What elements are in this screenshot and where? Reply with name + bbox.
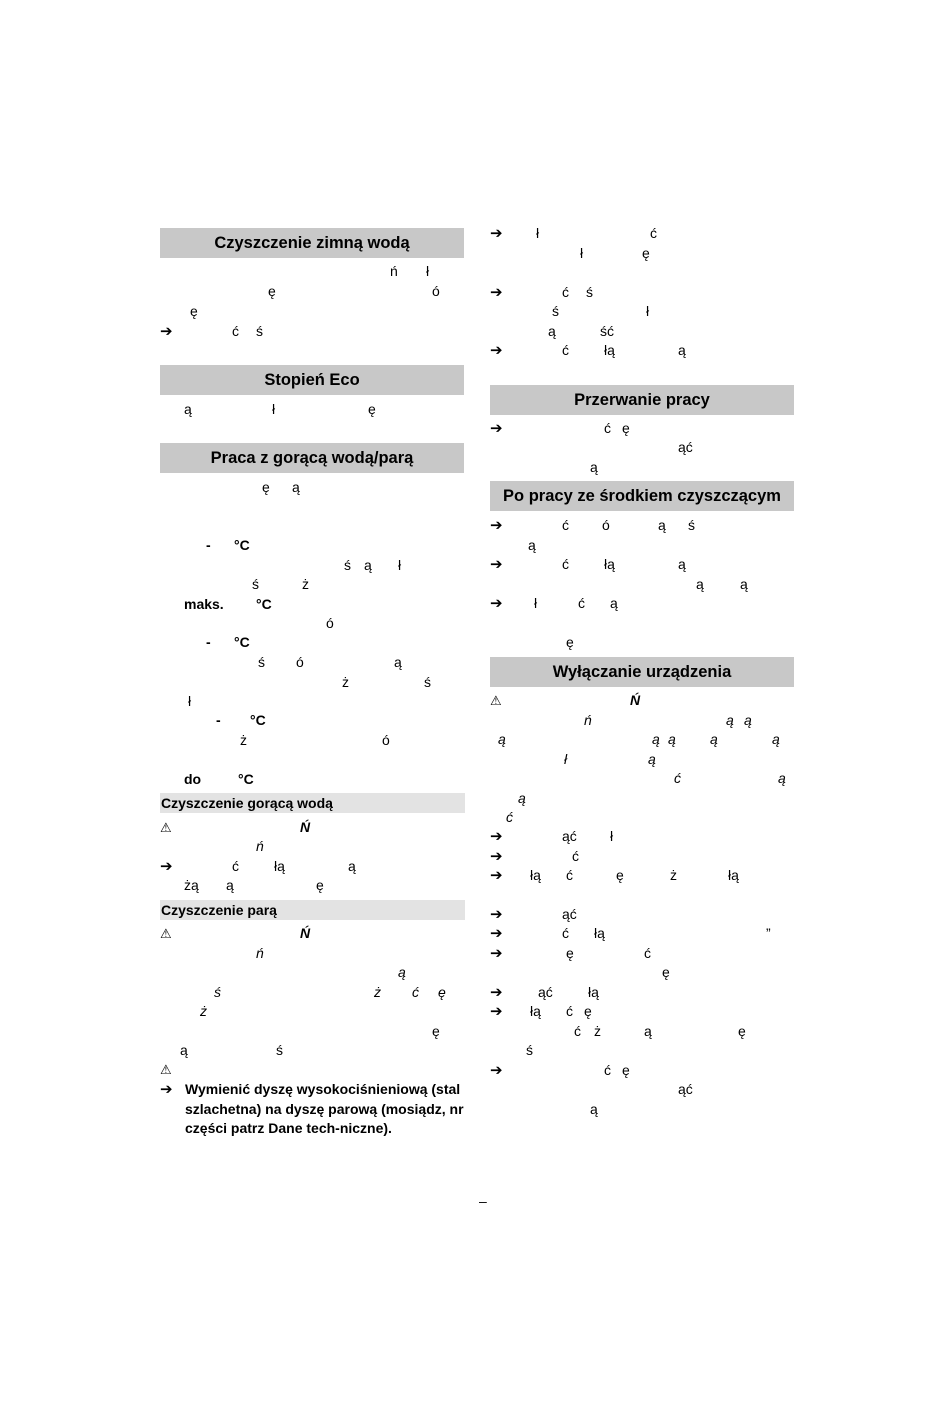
text-fragment: ż [594, 1023, 601, 1039]
arrow-right-icon: ➔ [160, 323, 173, 340]
text-line [490, 924, 794, 944]
text-fragment: ę [622, 420, 630, 436]
arrow-right-icon: ➔ [490, 867, 503, 884]
text-line [490, 322, 794, 342]
text-line [160, 837, 464, 857]
text-line [490, 438, 794, 458]
text-fragment: ę [262, 479, 270, 495]
section-heading: Czyszczenie parą [160, 900, 465, 920]
text-fragment: ł [272, 401, 276, 417]
text-line [160, 818, 464, 838]
section-heading: Stopień Eco [160, 365, 464, 395]
text-line [160, 1060, 464, 1080]
text-line [490, 283, 794, 303]
text-line [490, 769, 794, 789]
text-fragment: łą [274, 858, 285, 874]
section-heading: Czyszczenie gorącą wodą [160, 793, 465, 813]
warning-triangle-icon: ⚠ [160, 1062, 172, 1077]
text-fragment: °C [234, 537, 250, 553]
text-line [160, 478, 464, 498]
text-fragment: ć [644, 945, 651, 961]
arrow-right-icon: ➔ [490, 420, 503, 437]
text-fragment: ń [584, 712, 592, 728]
text-fragment: ć [562, 342, 569, 358]
arrow-right-icon: ➔ [490, 925, 503, 942]
text-fragment: ą [364, 557, 372, 573]
text-fragment: ń [256, 838, 264, 854]
text-line [160, 556, 464, 576]
text-line [160, 302, 464, 322]
instruction-text: Wymienić dyszę wysokociśnieniową (stal szlachetna) na dyszę parową (mosiądz, nr części patrz Dane tech-niczne). [185, 1081, 464, 1136]
text-fragment: ę [432, 1023, 440, 1039]
text-line [490, 750, 794, 770]
text-fragment: do [184, 771, 202, 787]
text-line [160, 575, 464, 595]
arrow-right-icon: ➔ [490, 906, 503, 923]
text-fragment: ąć [678, 439, 693, 455]
text-fragment: łą [604, 342, 615, 358]
warning-triangle-icon: ⚠ [160, 926, 172, 941]
arrow-right-icon: ➔ [160, 1081, 173, 1098]
text-line [160, 536, 464, 556]
arrow-right-icon: ➔ [490, 225, 503, 242]
text-fragment: ę [190, 303, 198, 319]
text-fragment: ż [302, 576, 309, 592]
text-line [490, 691, 794, 711]
text-fragment: łą [594, 925, 605, 941]
arrow-right-icon: ➔ [490, 984, 503, 1001]
text-fragment: ó [296, 654, 304, 670]
instruction-step [160, 1080, 464, 1139]
text-fragment: ś [688, 517, 695, 533]
text-fragment: łą [604, 556, 615, 572]
text-fragment: ż [342, 674, 349, 690]
text-fragment: ą [528, 537, 536, 553]
text-line [490, 594, 794, 614]
page-number: – [479, 1193, 487, 1209]
text-fragment: łą [728, 867, 739, 883]
text-fragment: ć [562, 284, 569, 300]
text-fragment: ę [622, 1062, 630, 1078]
text-line [490, 555, 794, 575]
text-fragment: ę [566, 634, 574, 650]
text-fragment: ć [232, 323, 239, 339]
text-line [490, 244, 794, 264]
text-fragment: ą [710, 731, 718, 747]
text-fragment: ś [424, 674, 431, 690]
text-fragment: ó [432, 283, 440, 299]
text-fragment: ł [536, 225, 540, 241]
text-fragment: żą [184, 877, 199, 893]
arrow-right-icon: ➔ [490, 284, 503, 301]
text-fragment: ę [584, 1003, 592, 1019]
text-fragment: ą [678, 342, 686, 358]
text-line [490, 458, 794, 478]
text-fragment: - [206, 634, 211, 650]
text-line [160, 944, 464, 964]
warning-triangle-icon: ⚠ [160, 820, 172, 835]
text-fragment: ł [534, 595, 538, 611]
text-line [490, 944, 794, 964]
text-fragment: łą [588, 984, 599, 1000]
text-fragment: ę [616, 867, 624, 883]
text-fragment: Ń [300, 925, 311, 941]
text-fragment: ć [566, 1003, 573, 1019]
text-fragment: ś [526, 1042, 533, 1058]
text-fragment: ć [562, 517, 569, 533]
text-fragment: ą [590, 459, 598, 475]
text-fragment: ą [644, 1023, 652, 1039]
text-line [490, 575, 794, 595]
text-fragment: ó [382, 732, 390, 748]
text-line [160, 876, 464, 896]
text-line [160, 322, 464, 342]
text-line [160, 983, 464, 1003]
text-fragment: ą [498, 731, 506, 747]
text-fragment: ść [600, 323, 614, 339]
text-line [490, 847, 794, 867]
text-fragment: °C [234, 634, 250, 650]
text-line [490, 224, 794, 244]
text-fragment: ą [696, 576, 704, 592]
text-fragment: ąć [562, 906, 577, 922]
section-heading: Po pracy ze środkiem czyszczącym [490, 481, 794, 511]
text-fragment: ą [726, 712, 734, 728]
text-fragment: ś [276, 1042, 283, 1058]
text-line [490, 1022, 794, 1042]
text-fragment: ż [374, 984, 381, 1000]
text-fragment: ł [188, 693, 192, 709]
text-fragment: ę [662, 964, 670, 980]
text-line [490, 789, 794, 809]
text-fragment: ó [326, 615, 334, 631]
text-fragment: ą [518, 790, 526, 806]
text-fragment: ć [412, 984, 419, 1000]
text-line [160, 633, 464, 653]
text-line [160, 595, 464, 615]
text-fragment: ą [590, 1101, 598, 1117]
text-line [160, 1022, 464, 1042]
text-fragment: °C [250, 712, 266, 728]
text-fragment: ą [398, 964, 406, 980]
text-fragment: ć [232, 858, 239, 874]
text-fragment: ” [766, 925, 771, 941]
text-line [160, 262, 464, 282]
text-fragment: ą [180, 1042, 188, 1058]
arrow-right-icon: ➔ [490, 595, 503, 612]
arrow-right-icon: ➔ [490, 556, 503, 573]
text-fragment: ą [548, 323, 556, 339]
text-fragment: ą [652, 731, 660, 747]
text-line [160, 924, 464, 944]
text-line [490, 963, 794, 983]
text-fragment: ł [564, 751, 568, 767]
arrow-right-icon: ➔ [490, 828, 503, 845]
text-fragment: ś [214, 984, 221, 1000]
text-line [490, 983, 794, 1003]
text-fragment: ł [610, 828, 614, 844]
text-fragment: ą [348, 858, 356, 874]
arrow-right-icon: ➔ [490, 945, 503, 962]
arrow-right-icon: ➔ [490, 517, 503, 534]
text-line [160, 770, 464, 790]
arrow-right-icon: ➔ [490, 342, 503, 359]
text-line [160, 857, 464, 877]
text-fragment: ś [256, 323, 263, 339]
text-fragment: ł [426, 263, 430, 279]
text-fragment: ą [226, 877, 234, 893]
text-fragment: ń [390, 263, 398, 279]
text-line [160, 711, 464, 731]
text-fragment: ż [240, 732, 247, 748]
text-fragment: ą [778, 770, 786, 786]
text-fragment: ą [292, 479, 300, 495]
text-line [490, 905, 794, 925]
text-fragment: ć [578, 595, 585, 611]
text-fragment: Ń [630, 692, 641, 708]
text-line [160, 400, 464, 420]
text-fragment: łą [530, 867, 541, 883]
text-fragment: ą [678, 556, 686, 572]
section-heading: Praca z gorącą wodą/parą [160, 443, 464, 473]
text-fragment: - [206, 537, 211, 553]
text-fragment: ą [610, 595, 618, 611]
text-fragment: ć [562, 556, 569, 572]
text-line [490, 1061, 794, 1081]
text-fragment: ć [572, 848, 579, 864]
text-fragment: ą [184, 401, 192, 417]
section-heading: Przerwanie pracy [490, 385, 794, 415]
text-fragment: ć [566, 867, 573, 883]
text-fragment: ł [646, 303, 650, 319]
text-fragment: ć [650, 225, 657, 241]
text-fragment: ś [586, 284, 593, 300]
text-line [490, 808, 794, 828]
text-line [490, 341, 794, 361]
text-line [490, 827, 794, 847]
text-fragment: Ń [300, 819, 311, 835]
text-fragment: - [216, 712, 221, 728]
text-fragment: ę [738, 1023, 746, 1039]
text-line [160, 692, 464, 712]
text-line [490, 536, 794, 556]
text-fragment: °C [256, 596, 272, 612]
text-line [490, 1002, 794, 1022]
warning-triangle-icon: ⚠ [490, 693, 502, 708]
text-fragment: ę [642, 245, 650, 261]
text-fragment: ć [562, 925, 569, 941]
text-fragment: ś [258, 654, 265, 670]
text-fragment: ł [580, 245, 584, 261]
text-line [160, 673, 464, 693]
text-fragment: ś [252, 576, 259, 592]
text-line [490, 419, 794, 439]
text-line [160, 731, 464, 751]
arrow-right-icon: ➔ [490, 1003, 503, 1020]
text-fragment: ę [566, 945, 574, 961]
text-fragment: ę [316, 877, 324, 893]
text-line [490, 633, 794, 653]
arrow-right-icon: ➔ [490, 1062, 503, 1079]
text-fragment: ż [670, 867, 677, 883]
text-fragment: ż [200, 1003, 207, 1019]
text-line [160, 282, 464, 302]
text-fragment: ą [648, 751, 656, 767]
text-line [490, 302, 794, 322]
text-fragment: ć [604, 1062, 611, 1078]
text-fragment: ś [552, 303, 559, 319]
arrow-right-icon: ➔ [160, 858, 173, 875]
text-fragment: ć [506, 809, 513, 825]
text-fragment: ć [674, 770, 681, 786]
text-line [490, 866, 794, 886]
text-fragment: ą [394, 654, 402, 670]
text-fragment: ą [740, 576, 748, 592]
text-fragment: ń [256, 945, 264, 961]
text-fragment: łą [530, 1003, 541, 1019]
text-fragment: ą [668, 731, 676, 747]
text-line [490, 730, 794, 750]
text-fragment: ą [772, 731, 780, 747]
text-fragment: ąć [678, 1081, 693, 1097]
text-fragment: ó [602, 517, 610, 533]
text-line [160, 614, 464, 634]
text-fragment: ę [368, 401, 376, 417]
text-line [160, 653, 464, 673]
text-fragment: ł [398, 557, 402, 573]
text-fragment: maks. [184, 596, 224, 612]
text-fragment: ć [604, 420, 611, 436]
text-fragment: ć [574, 1023, 581, 1039]
text-line [160, 963, 464, 983]
text-fragment: ąć [538, 984, 553, 1000]
text-line [160, 1002, 464, 1022]
text-fragment: ą [744, 712, 752, 728]
text-fragment: ę [438, 984, 446, 1000]
text-fragment: °C [238, 771, 254, 787]
arrow-right-icon: ➔ [490, 848, 503, 865]
text-line [490, 1080, 794, 1100]
text-fragment: ś [344, 557, 351, 573]
text-line [490, 516, 794, 536]
text-fragment: ę [268, 283, 276, 299]
text-line [490, 1100, 794, 1120]
text-fragment: ąć [562, 828, 577, 844]
section-heading: Czyszczenie zimną wodą [160, 228, 464, 258]
text-line [490, 711, 794, 731]
text-fragment: ą [658, 517, 666, 533]
text-line [160, 1041, 464, 1061]
text-line [490, 1041, 794, 1061]
section-heading: Wyłączanie urządzenia [490, 657, 794, 687]
